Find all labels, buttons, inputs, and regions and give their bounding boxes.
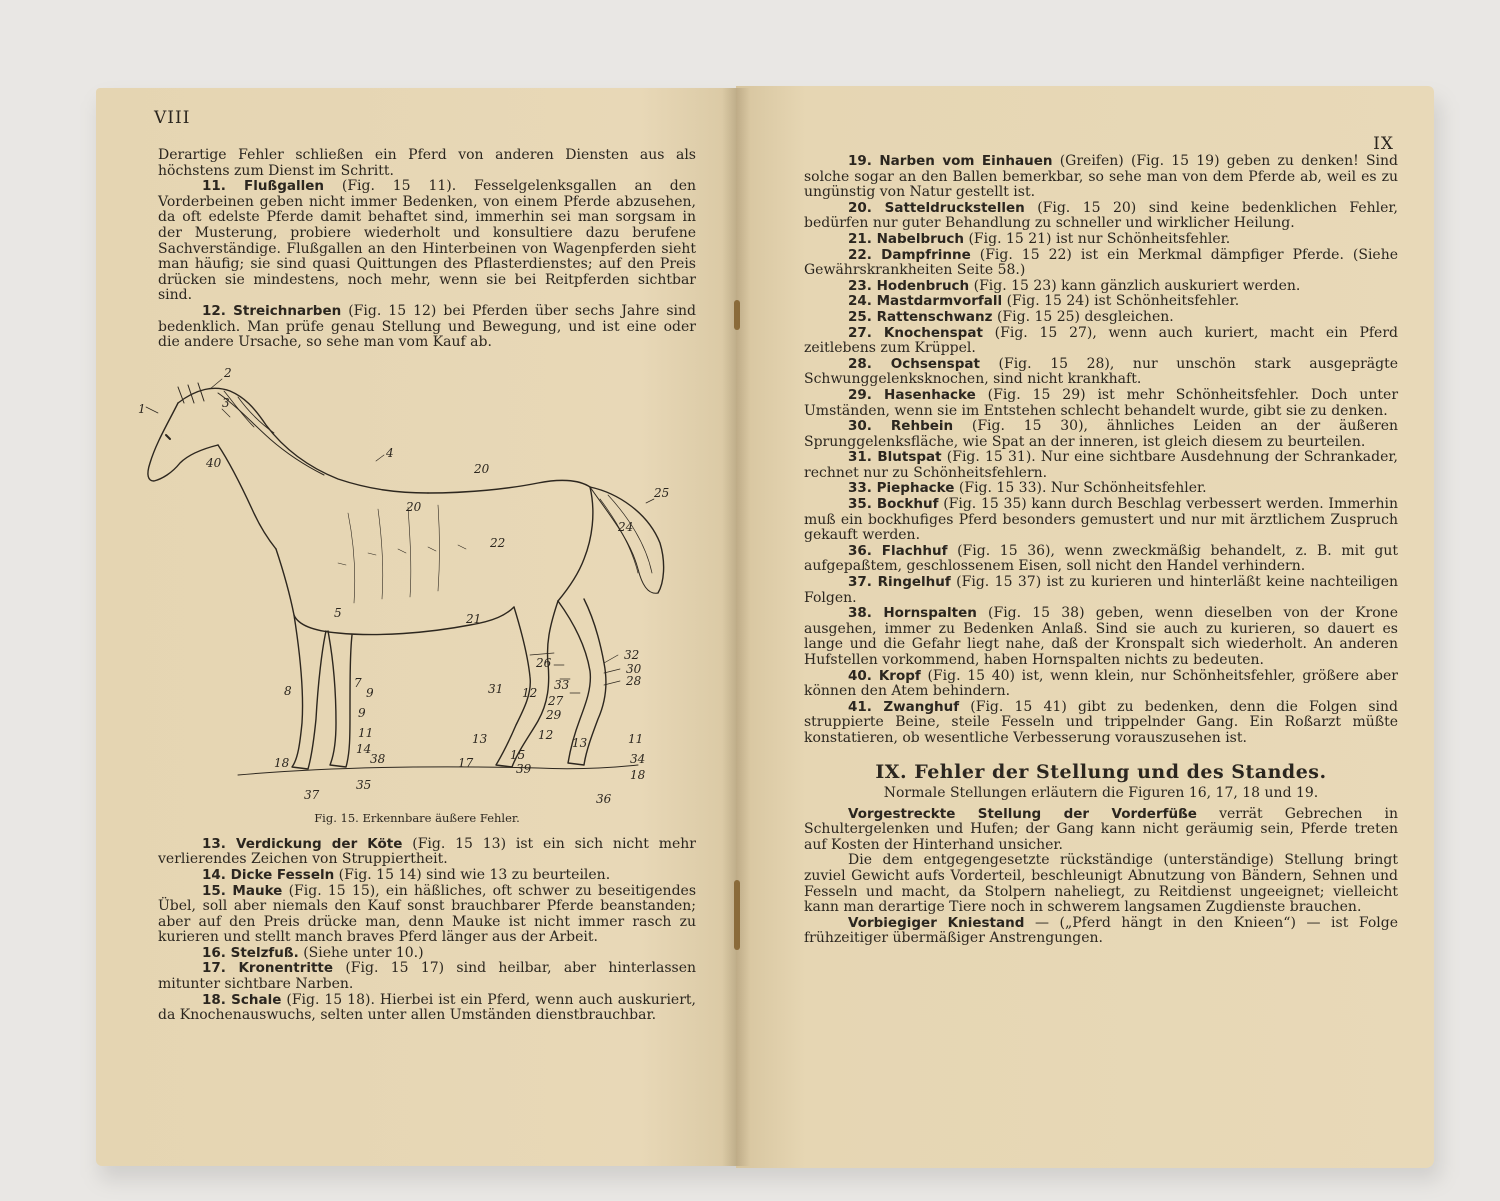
right-paragraph-37: 37. Ringelhuf (Fig. 15 37) ist zu kurieren und hinterläßt keine nachteiligen Folgen. — [804, 574, 1398, 606]
right-paragraph-22: 22. Dampfrinne (Fig. 15 22) ist ein Merkmal dämpfiger Pferde. (Siehe Gewährskrankheiten Seite 58.) — [804, 246, 1399, 279]
figure-label-4: 4 — [386, 445, 394, 460]
left-paragraph-18: 18. Schale (Fig. 15 18). Hierbei ist ein Pferd, wenn auch auskuriert, da Knochenauswuchs, selten unter allen Umständen dienstbrauchbar. — [158, 991, 696, 1024]
figure-label-35: 35 — [356, 777, 372, 792]
right-paragraph-30: 30. Rehbein (Fig. 15 30), ähnliches Leiden an der äußeren Sprunggelenksfläche, wie Spat an der inneren, ist gleich diesem zu beurteilen. — [804, 418, 1398, 450]
right-paragraph-35: 35. Bockhuf (Fig. 15 35) kann durch Beschlag verbessert werden. Immerhin muß ein bockhufiges Pferd besonders gemustert und nur mit ärztlichem Zuspruch gekauft werden. — [804, 496, 1398, 544]
figure-caption: Fig. 15. Erkennbare äußere Fehler. — [314, 810, 520, 825]
figure-label-14: 14 — [356, 741, 372, 756]
left-page-number: VIII — [154, 108, 191, 128]
section-paragraph-1: Vorgestreckte Stellung der Vorderfüße verrät Gebrechen in Schultergelenken und Hufen; der Gang kann nicht geräumig sein, Pferde treten auf Kosten der Hinterhand unsicher. — [804, 805, 1398, 853]
figure-label-9b: 9 — [358, 705, 366, 720]
left-paragraph-intro: Derartige Fehler schließen ein Pferd von anderen Diensten aus als höchstens zum Dienst im Schritt. — [158, 147, 696, 179]
figure-label-8: 8 — [284, 683, 292, 698]
right-page — [736, 86, 1434, 1168]
book-gutter — [722, 88, 750, 1166]
figure-label-40: 40 — [206, 455, 222, 470]
figure-label-1: 1 — [138, 401, 146, 416]
figure-label-12b: 12 — [538, 727, 554, 742]
right-paragraph-38: 38. Hornspalten (Fig. 15 38) geben, wenn dieselben von der Krone ausgehen, immer zu Bedenken Anlaß. Sind sie auch zu kurieren, so dauert es lange und die Gefahr liegt nahe, daß der Kronspalt sich wiederholt. An anderen Hufstellen vorkommend, haben Hornspalten nichts zu bedeuten. — [804, 605, 1398, 668]
right-paragraph-33: 33. Piephacke (Fig. 15 33). Nur Schönheitsfehler. — [848, 480, 1207, 497]
left-paragraph-11: 11. Flußgallen (Fig. 15 11). Fesselgelenksgallen an den Vorderbeinen geben nicht immer Bedenken, von einem Pferde abzusehen, da oft edelste Pferde damit behaftet sind, immerhin sei man sorgsam in der Musterung, probiere wiederholt und konsultiere dazu berufene Sachverständige. Flußgallen an den Hinterbeinen von Wagenpferden sieht man häufig; sie sind quasi Quittungen des Pflasterdienstes; auf den Preis drücken sie mindestens, noch mehr, wenn sie bei Reitpferden sichtbar sind. — [158, 178, 696, 304]
figure-label-38: 38 — [370, 751, 386, 766]
section-paragraph-2: Die dem entgegengesetzte rückständige (unterständige) Stellung bringt zuviel Gewicht aufs Vorderteil, beschleunigt Abnutzung von Bändern, Sehnen und Fesseln und macht, da Stolpern naheliegt, zu Reitdienst ungeeignet; vielleicht kann man derartige Tiere noch in schwerem langsamen Zugdienste brauchen. — [804, 852, 1398, 916]
left-paragraph-15: 15. Mauke (Fig. 15 15), ein häßliches, oft schwer zu beseitigendes Übel, soll aber niemals den Kauf sonst brauchbarer Pferde beanstanden; aber auf den Preis drücke man, denn Mauke ist nicht immer rasch zu kurieren und stellt manch braves Pferd länger aus der Arbeit. — [158, 882, 696, 946]
left-top-text — [158, 148, 696, 351]
right-paragraph-27: 27. Knochenspat (Fig. 15 27), wenn auch kuriert, macht ein Pferd zeitlebens zum Krüppel. — [804, 324, 1398, 357]
section-subnote: Normale Stellungen erläutern die Figuren 16, 17, 18 und 19. — [883, 784, 1319, 801]
binding-staple-bottom — [734, 880, 740, 950]
figure-label-7: 7 — [354, 675, 362, 690]
left-paragraph-16: 16. Stelzfuß. (Siehe unter 10.) — [202, 944, 424, 961]
figure-label-20b: 20 — [406, 499, 422, 514]
figure-label-30: 30 — [626, 661, 642, 676]
binding-staple-top — [734, 300, 740, 330]
figure-label-17: 17 — [458, 755, 474, 770]
right-paragraph-36: 36. Flachhuf (Fig. 15 36), wenn zweckmäßig behandelt, z. B. mit gut aufgepaßtem, geschlossenem Eisen, soll nicht den Handel verhindern. — [804, 542, 1398, 575]
figure-label-25: 25 — [654, 485, 670, 500]
section-heading: IX. Fehler der Stellung und des Standes. — [875, 760, 1327, 783]
figure-label-20a: 20 — [474, 461, 490, 476]
figure-label-28: 28 — [626, 673, 642, 688]
figure-label-11b: 11 — [628, 731, 644, 746]
right-page-number: IX — [1373, 134, 1394, 154]
right-paragraph-19: 19. Narben vom Einhauen (Greifen) (Fig. 15 19) geben zu denken! Sind solche sogar an den Ballen bemerkbar, so sehe man von dem Pferde ab, weil es zu ungünstig von Natur gestellt ist. — [804, 153, 1398, 201]
right-paragraph-25: 25. Rattenschwanz (Fig. 15 25) desgleichen. — [848, 308, 1174, 325]
horse-figure — [118, 363, 678, 813]
figure-label-12: 12 — [522, 685, 538, 700]
figure-label-27: 27 — [548, 693, 564, 708]
right-paragraph-41: 41. Zwanghuf (Fig. 15 41) gibt zu bedenken, denn die Folgen sind struppierte Beine, steile Fesseln und trippelnder Gang. Ein Roßarzt müßte konstatieren, ob wesentliche Verbesserung vorauszusehen ist. — [804, 698, 1398, 746]
section-paragraph-3: Vorbiegiger Kniestand — („Pferd hängt in den Knieen“) — ist Folge frühzeitiger übermäßiger Anstrengungen. — [804, 914, 1398, 947]
figure-label-2: 2 — [224, 365, 232, 380]
figure-label-32: 32 — [624, 647, 640, 662]
left-paragraph-13: 13. Verdickung der Köte (Fig. 15 13) ist ein sich nicht mehr verlierendes Zeichen von Struppiertheit. — [158, 835, 696, 868]
right-text — [804, 154, 1398, 947]
figure-label-37: 37 — [304, 787, 320, 802]
figure-label-34: 34 — [630, 751, 646, 766]
figure-label-29: 29 — [546, 707, 562, 722]
figure-label-26: 26 — [536, 655, 552, 670]
figure-label-18b: 18 — [630, 767, 646, 782]
figure-label-9a: 9 — [366, 685, 374, 700]
left-paragraph-14: 14. Dicke Fesseln (Fig. 15 14) sind wie 13 zu beurteilen. — [202, 866, 611, 883]
figure-label-22: 22 — [490, 535, 506, 550]
figure-label-11a: 11 — [358, 725, 374, 740]
figure-label-31: 31 — [488, 681, 504, 696]
left-paragraph-17: 17. Kronentritte (Fig. 15 17) sind heilbar, aber hinterlassen mitunter sichtbare Narben. — [158, 960, 697, 993]
figure-label-36: 36 — [596, 791, 612, 806]
left-page — [96, 88, 736, 1166]
right-paragraph-21: 21. Nabelbruch (Fig. 15 21) ist nur Schönheitsfehler. — [848, 230, 1231, 247]
left-paragraph-12: 12. Streichnarben (Fig. 15 12) bei Pferden über sechs Jahre sind bedenklich. Man prüfe genau Stellung und Bewegung, und ist eine oder die andere Ursache, so sehe man vom Kauf ab. — [158, 302, 697, 351]
figure-label-33: 33 — [554, 677, 570, 692]
figure-label-3: 3 — [222, 395, 230, 410]
figure-label-5: 5 — [334, 605, 342, 620]
right-paragraph-24: 24. Mastdarmvorfall (Fig. 15 24) ist Schönheitsfehler. — [848, 293, 1240, 310]
figure-label-13a: 13 — [472, 731, 488, 746]
figure-label-21: 21 — [466, 611, 482, 626]
right-paragraph-23: 23. Hodenbruch (Fig. 15 23) kann gänzlich auskuriert werden. — [848, 277, 1301, 294]
figure-label-24: 24 — [618, 519, 634, 534]
right-paragraph-20: 20. Satteldruckstellen (Fig. 15 20) sind keine bedenklichen Fehler, bedürfen nur guter Behandlung zu schneller und wirklicher Heilung. — [804, 199, 1398, 232]
figure-label-39: 39 — [516, 761, 532, 776]
left-bottom-text — [158, 837, 696, 1024]
right-paragraph-29: 29. Hasenhacke (Fig. 15 29) ist mehr Schönheitsfehler. Doch unter Umständen, wenn sie im Entstehen schlecht behandelt wurde, gibt sie zu denken. — [804, 386, 1399, 419]
right-paragraph-40: 40. Kropf (Fig. 15 40) ist, wenn klein, nur Schönheitsfehler, größere aber können den Atem behindern. — [804, 667, 1398, 700]
horse-illustration — [118, 363, 678, 813]
right-paragraph-28: 28. Ochsenspat (Fig. 15 28), nur unschön stark ausgeprägte Schwunggelenksknochen, sind nicht krankhaft. — [804, 355, 1398, 388]
figure-label-18a: 18 — [274, 755, 290, 770]
figure-label-13b: 13 — [572, 735, 588, 750]
figure-label-15: 15 — [510, 747, 526, 762]
right-paragraph-31: 31. Blutspat (Fig. 15 31). Nur eine sichtbare Ausdehnung der Schrankader, rechnet nur zu Schönheitsfehlern. — [804, 449, 1399, 481]
